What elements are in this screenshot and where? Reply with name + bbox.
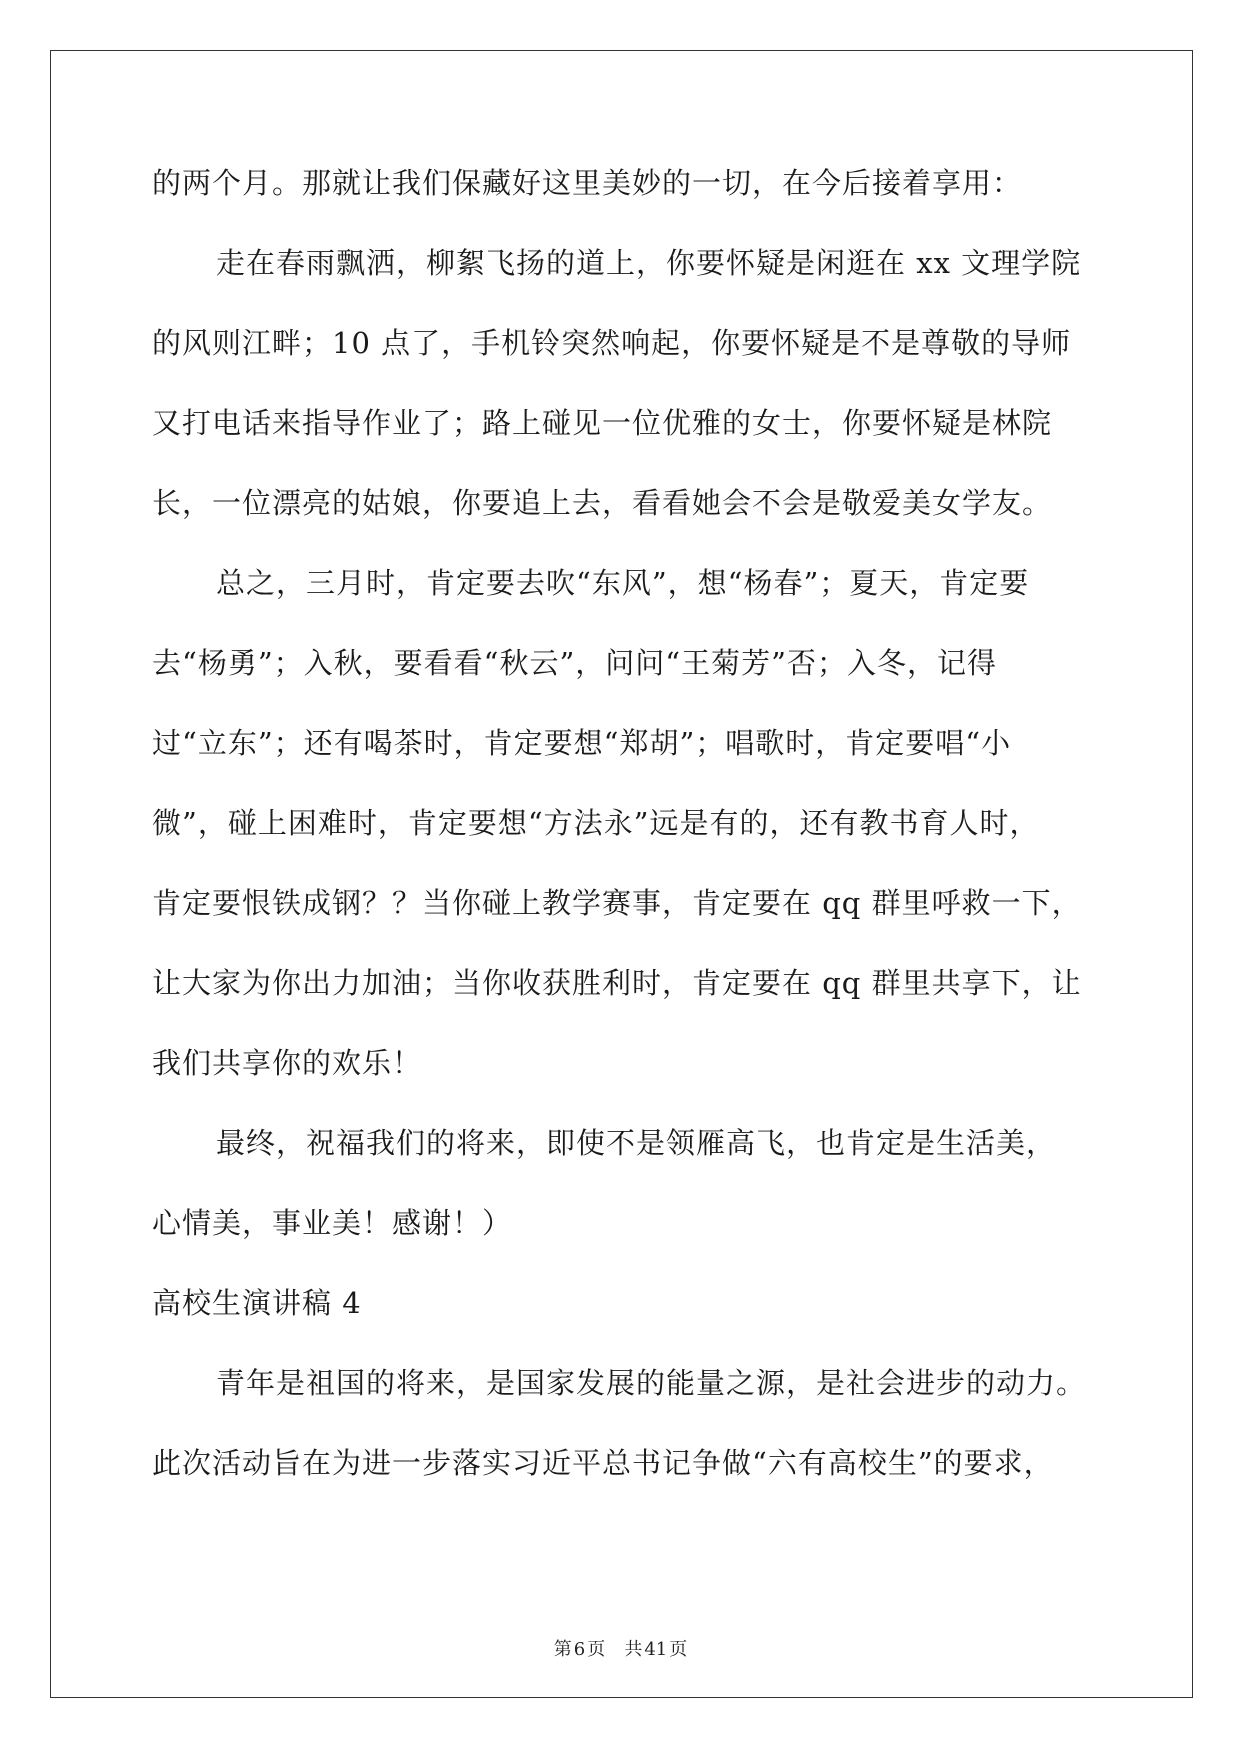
text-line: 总之，三月时，肯定要去吹“东风”，想“杨春”；夏天，肯定要 [216, 566, 1030, 600]
footer-total-prefix: 共 [624, 1639, 643, 1660]
text-line: 最终，祝福我们的将来，即使不是领雁高飞，也肯定是生活美， [216, 1126, 1057, 1160]
footer-total-suffix: 页 [669, 1639, 688, 1660]
footer-page-number: 6 [573, 1639, 586, 1660]
text-line: 走在春雨飘洒，柳絮飞扬的道上，你要怀疑是闲逛在 xx 文理学院 [216, 246, 1082, 280]
footer-total-pages: 41 [644, 1639, 668, 1660]
footer-page-prefix: 第 [553, 1639, 572, 1660]
text-line: 此次活动旨在为进一步落实习近平总书记争做“六有高校生”的要求， [152, 1446, 1054, 1480]
document-body [152, 155, 1092, 1515]
text-line: 的风则江畔；10 点了，手机铃突然响起，你要怀疑是不是尊敬的导师 [152, 326, 1072, 360]
text-line: 长，一位漂亮的姑娘，你要追上去，看看她会不会是敬爱美女学友。 [152, 486, 1053, 520]
text-line: 的两个月。那就让我们保藏好这里美妙的一切，在今后接着享用： [152, 166, 1023, 200]
text-line: 让大家为你出力加油；当你收获胜利时，肯定要在 qq 群里共享下，让 [152, 966, 1082, 1000]
text-line: 青年是祖国的将来，是国家发展的能量之源，是社会进步的动力。 [216, 1366, 1087, 1400]
text-line: 过“立东”；还有喝茶时，肯定要想“郑胡”；唱歌时，肯定要唱“小 [152, 726, 1012, 760]
text-line: 去“杨勇”；入秋，要看看“秋云”，问问“王菊芳”否；入冬，记得 [152, 646, 997, 680]
text-line: 心情美，事业美！感谢！） [152, 1206, 513, 1240]
text-line: 微”，碰上困难时，肯定要想“方法永”远是有的，还有教书育人时， [152, 806, 1040, 840]
page-footer [0, 1635, 1241, 1661]
section-heading: 高校生演讲稿 4 [152, 1286, 362, 1320]
text-line: 又打电话来指导作业了；路上碰见一位优雅的女士，你要怀疑是林院 [152, 406, 1053, 440]
footer-page-suffix: 页 [587, 1639, 606, 1660]
text-line: 我们共享你的欢乐！ [152, 1046, 423, 1080]
text-line: 肯定要恨铁成钢？？当你碰上教学赛事，肯定要在 qq 群里呼救一下， [152, 886, 1082, 920]
